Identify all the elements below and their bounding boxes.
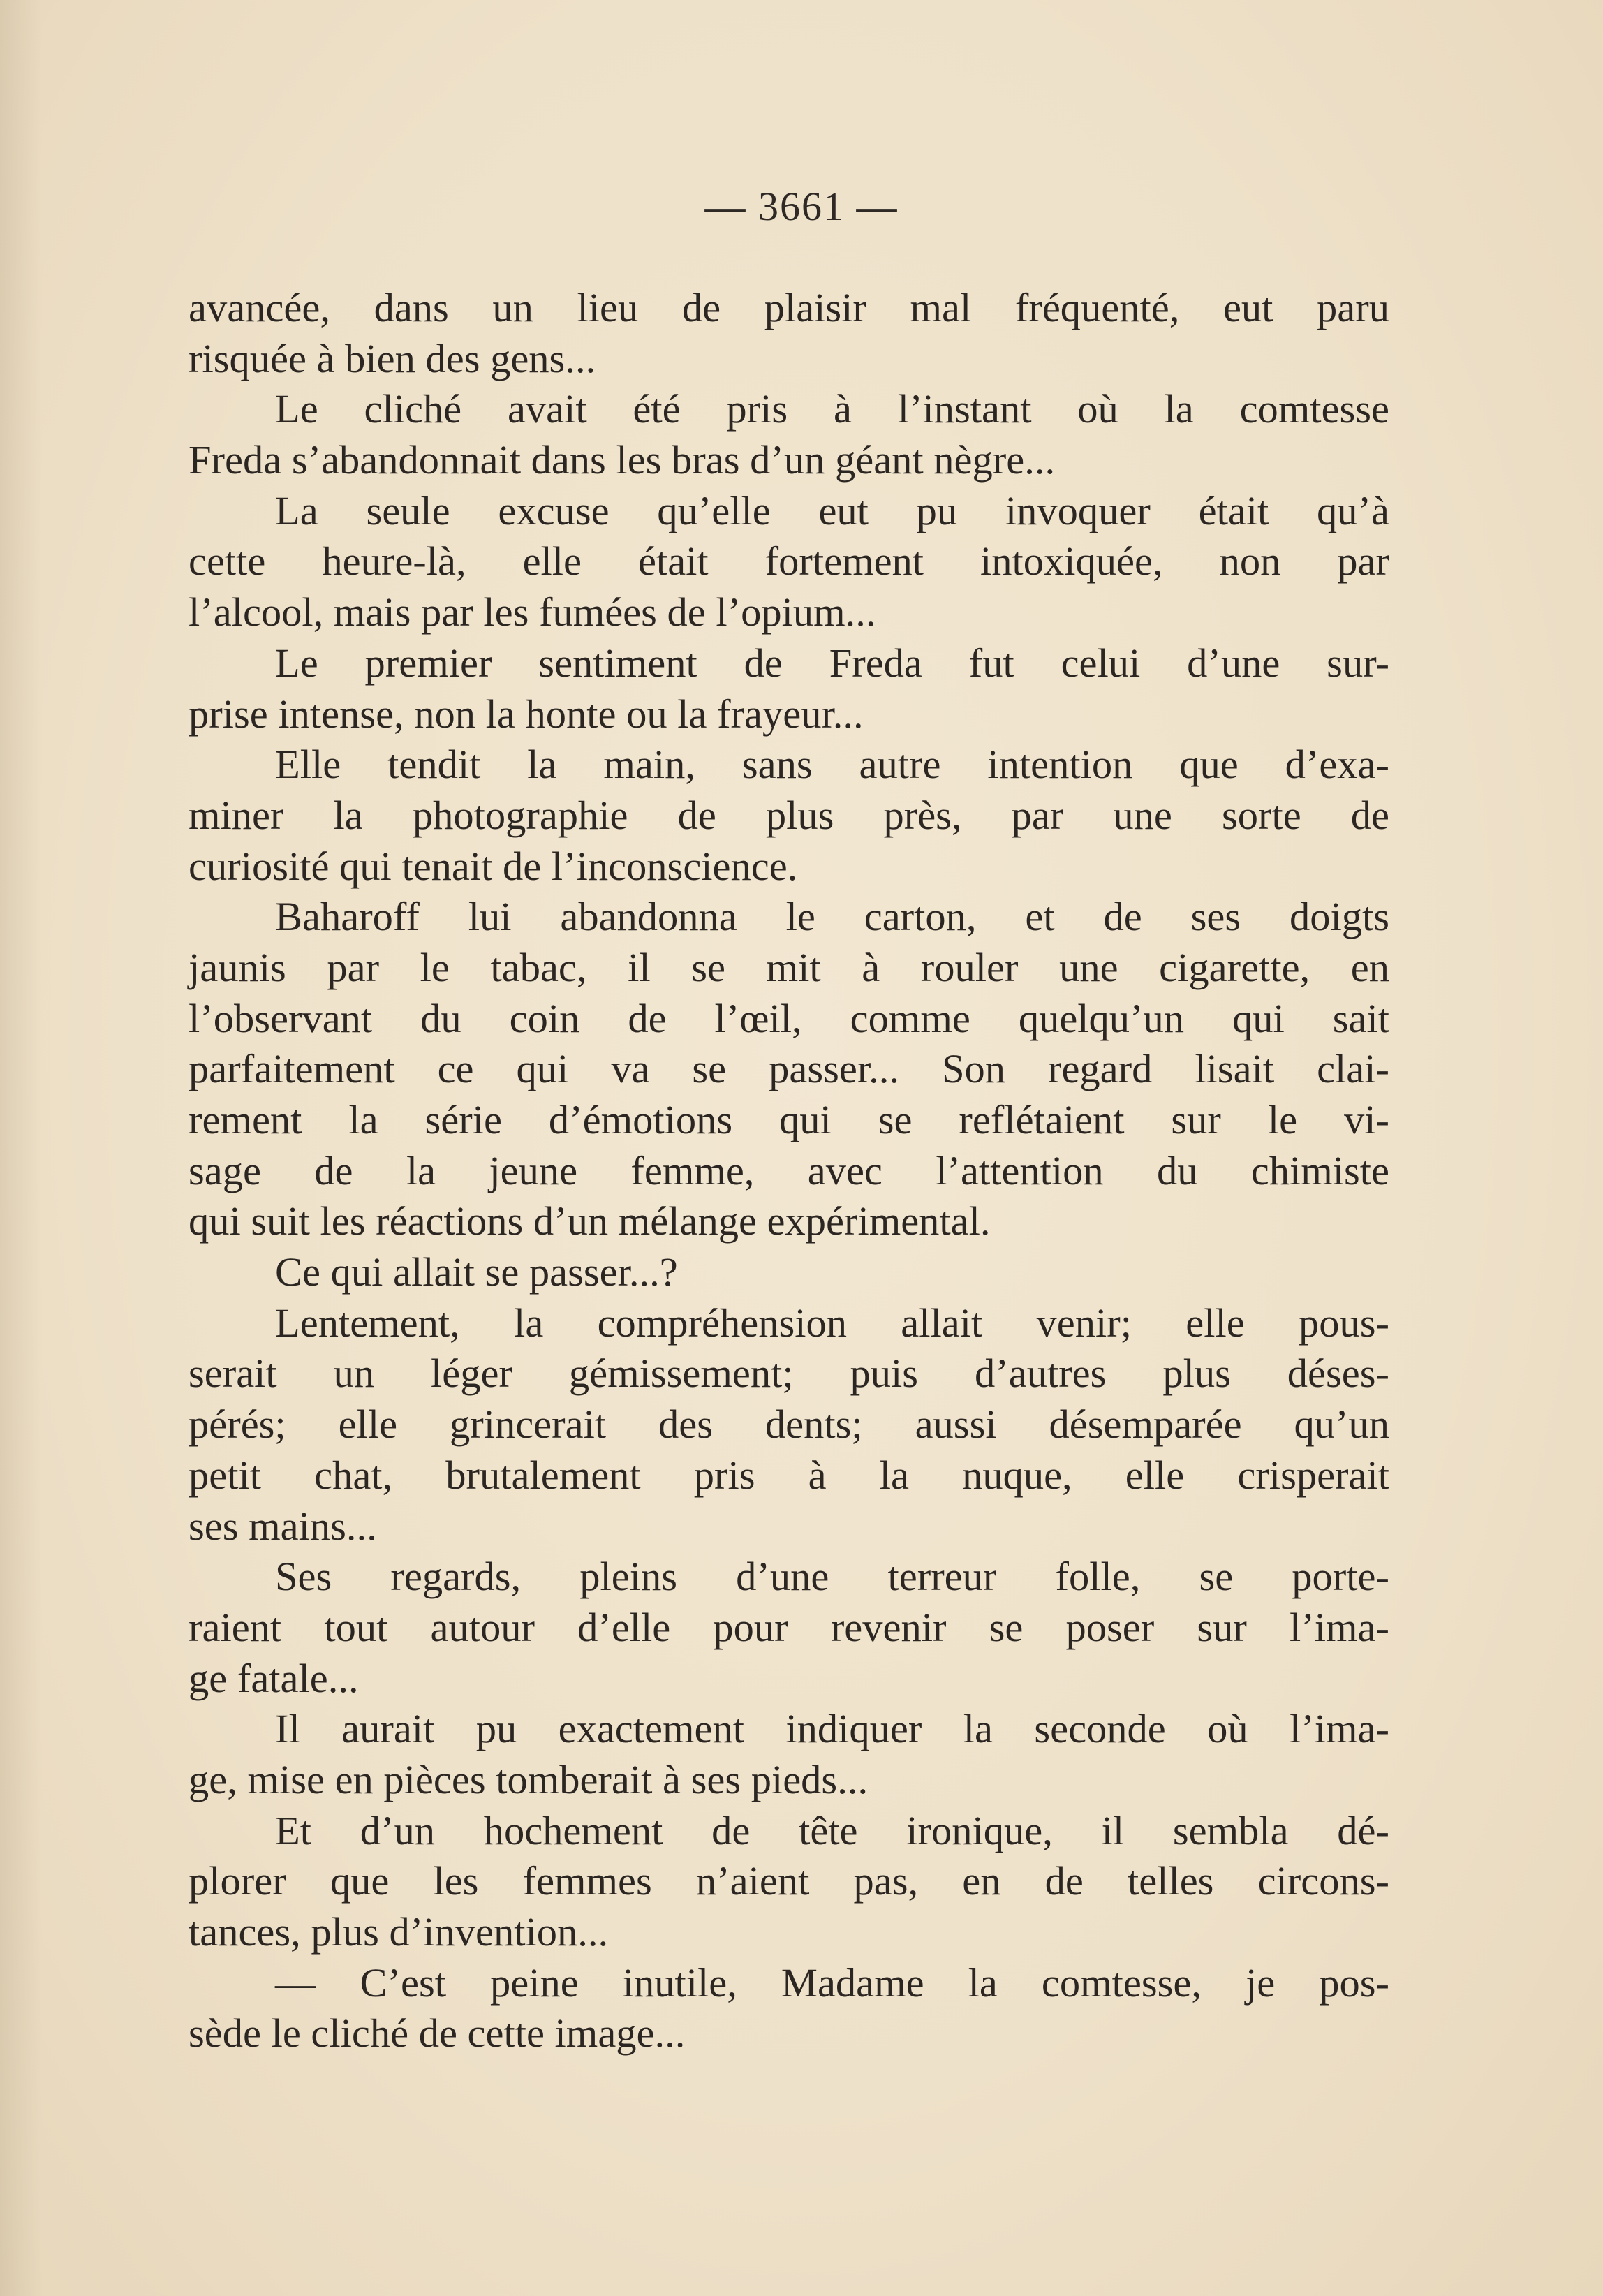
text-line: Le cliché avait été pris à l’instant où la comtesse <box>275 386 1389 432</box>
text-line: curiosité qui tenait de l’inconscience. <box>189 843 798 889</box>
text-line: sage de la jeune femme, avec l’attention du chimiste <box>189 1147 1389 1193</box>
text-line: rement la série d’émotions qui se reflétaient sur le vi- <box>189 1097 1389 1142</box>
text-line: Ses regards, pleins d’une terreur folle, se porte- <box>275 1554 1389 1600</box>
text-line: ge fatale... <box>189 1655 359 1701</box>
body-text <box>189 283 1389 2059</box>
page-number: — 3661 — <box>704 184 899 229</box>
text-line: — C’est peine inutile, Madame la comtesse, je pos- <box>275 1959 1389 2006</box>
text-line: Ce qui allait se passer...? <box>275 1249 678 1295</box>
text-line: cette heure-là, elle était fortement intoxiquée, non par <box>189 538 1389 584</box>
text-line: petit chat, brutalement pris à la nuque, elle crisperait <box>189 1452 1389 1498</box>
text-line: prise intense, non la honte ou la frayeur... <box>189 691 864 737</box>
text-line: plorer que les femmes n’aient pas, en de telles circons- <box>189 1858 1389 1904</box>
text-line: jaunis par le tabac, il se mit à rouler une cigarette, en <box>189 944 1389 990</box>
text-line: l’alcool, mais par les fumées de l’opium... <box>189 589 876 635</box>
text-line: raient tout autour d’elle pour revenir se poser sur l’ima- <box>189 1604 1389 1650</box>
text-line: Baharoff lui abandonna le carton, et de ses doigts <box>275 894 1389 940</box>
page-edge-shadow <box>0 0 42 2296</box>
text-line: La seule excuse qu’elle eut pu invoquer était qu’à <box>275 487 1389 533</box>
text-line: parfaitement ce qui va se passer... Son regard lisait clai- <box>189 1046 1389 1092</box>
text-line: Elle tendit la main, sans autre intention que d’exa- <box>275 742 1389 788</box>
text-line: qui suit les réactions d’un mélange expérimental. <box>189 1198 991 1244</box>
text-line: l’observant du coin de l’œil, comme quelqu’un qui sait <box>189 995 1389 1041</box>
text-line: serait un léger gémissement; puis d’autres plus déses- <box>189 1351 1389 1397</box>
text-line: Il aurait pu exactement indiquer la seconde où l’ima- <box>275 1706 1389 1752</box>
text-line: avancée, dans un lieu de plaisir mal fréquenté, eut paru <box>189 285 1389 330</box>
text-line: Le premier sentiment de Freda fut celui d’une sur- <box>275 640 1389 686</box>
text-line: Freda s’abandonnait dans les bras d’un géant nègre... <box>189 437 1056 483</box>
text-line: risquée à bien des gens... <box>189 335 596 381</box>
text-line: ge, mise en pièces tomberait à ses pieds... <box>189 1756 869 1802</box>
text-line: pérés; elle grincerait des dents; aussi désemparée qu’un <box>189 1401 1389 1448</box>
text-line: tances, plus d’invention... <box>189 1909 609 1955</box>
text-line: Et d’un hochement de tête ironique, il sembla dé- <box>275 1807 1389 1853</box>
text-line: ses mains... <box>189 1503 377 1549</box>
text-line: Lentement, la compréhension allait venir; elle pous- <box>275 1300 1389 1346</box>
text-line: miner la photographie de plus près, par une sorte de <box>189 792 1389 838</box>
text-line: sède le cliché de cette image... <box>189 2010 686 2056</box>
